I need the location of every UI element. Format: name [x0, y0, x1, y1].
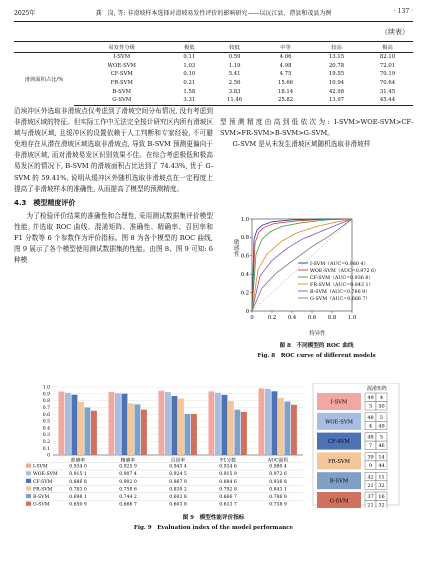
- series-legend-swatch: [26, 494, 31, 498]
- cm-cell-value: 49: [367, 395, 374, 402]
- table-cell-value: 0.603 8: [169, 495, 187, 500]
- table-cell: B-SVM: [112, 88, 132, 95]
- cm-cell-value: 44: [378, 462, 385, 469]
- cm-cell-value: 21: [367, 502, 374, 508]
- bar-y-tick-label: 0.8: [42, 399, 50, 405]
- roc-x-tick-label: 0.4: [287, 315, 297, 321]
- table-row: [14, 96, 413, 105]
- table-cell-value: 0.633 7: [219, 502, 237, 508]
- cm-model-label: I-SVM: [330, 399, 348, 406]
- table-cell-value: 0.943 4: [169, 464, 187, 470]
- table-cell: 42.98: [328, 88, 345, 95]
- table-cell-value: 0.915 9: [219, 472, 237, 478]
- roc-y-tick-label: 0.8: [240, 235, 249, 242]
- roc-chart: [230, 215, 405, 325]
- series-legend-label: FR-SVM: [33, 487, 53, 493]
- bar: [85, 408, 91, 455]
- table-cell: 82.10: [379, 54, 396, 61]
- cm-cell-value: 50: [378, 403, 385, 410]
- series-legend-label: WOE-SVM: [33, 472, 58, 478]
- table-cell-value: 0.886 8: [69, 479, 87, 485]
- cm-cell-value: 4: [379, 395, 384, 402]
- table-cell-value: 0.907 4: [119, 472, 137, 478]
- header-page-number: · 137 ·: [393, 8, 413, 15]
- roc-y-tick-label: 0: [245, 308, 249, 315]
- table-header-cell: 极高: [362, 42, 413, 53]
- table-cell-value: 0.786 9: [269, 495, 287, 500]
- table-cell: 18.14: [277, 88, 294, 95]
- roc-legend-entry: FR-SVM（AUC=0.843 1）: [310, 282, 374, 288]
- cm-model-label: WOE-SVM: [325, 419, 353, 426]
- table-cell-value: 0.666 7: [119, 502, 137, 508]
- bar: [91, 411, 97, 455]
- table-cell: 1.19: [228, 62, 241, 69]
- bar: [65, 393, 71, 455]
- roc-x-tick-label: 0.2: [267, 315, 277, 321]
- cm-panel-title: 混淆矩阵: [366, 386, 388, 392]
- cm-cell-value: 32: [378, 502, 385, 508]
- table-row: [14, 53, 413, 62]
- table-column-header: 召回率: [170, 458, 186, 464]
- fig9-caption-cn: 图 9 模型性能评价指标: [182, 515, 245, 521]
- table-cell: 13.97: [311, 96, 362, 105]
- table-cell: 0.10: [183, 71, 196, 78]
- roc-legend-entry: B-SVM（AUC=0.786 9）: [310, 289, 370, 295]
- table-cell-value: 0.934 0: [69, 464, 87, 470]
- bar: [165, 392, 171, 455]
- section-heading: 4.3 模型精度评价: [14, 198, 76, 207]
- table-cell: 0.59: [228, 54, 241, 61]
- bar-y-tick-label: 0: [47, 453, 50, 459]
- table-cell-value: 0.603 8: [169, 502, 187, 508]
- table-header-cell: [14, 42, 74, 53]
- table-cell-value: 0.830 2: [169, 487, 187, 493]
- table-column-header: 精确率: [120, 458, 136, 464]
- table-cell-value: 0.925 9: [119, 464, 137, 470]
- bar: [159, 391, 165, 455]
- table-cell: WOE-SVM: [107, 62, 136, 69]
- roc-y-tick-label: 0.6: [240, 253, 249, 260]
- cm-cell-value: 49: [378, 423, 385, 430]
- table-cell: 31.45: [379, 88, 396, 95]
- table-cell: 45.44: [362, 96, 413, 105]
- table-header-cell: 中等: [260, 42, 311, 53]
- body-paragraph: 型预测精度由高到低依次为: I-SVM>WOE-SVM>CF-SVM>FR-SVM>B-SVM>G-SVM。: [220, 118, 413, 138]
- cm-model-label: G-SVM: [329, 498, 349, 505]
- table-cell: 3.83: [228, 88, 241, 95]
- bar: [265, 389, 271, 455]
- bar: [78, 402, 84, 455]
- table-cell-value: 0.902 0: [119, 479, 137, 485]
- roc-y-axis-label: 敏感性: [234, 240, 240, 258]
- fig8-caption-cn: 图 8 不同模型的 ROC 曲线: [279, 343, 354, 349]
- fig8-caption-en: Fig. 8 ROC curve of different models: [257, 353, 376, 359]
- table-cell-value: 0.867 9: [169, 479, 187, 485]
- table-header-cell: 极低: [169, 42, 209, 53]
- cm-cell-value: 42: [367, 474, 374, 481]
- table-cell: 5.41: [228, 71, 241, 78]
- bar: [178, 399, 184, 455]
- bar-y-tick-label: 0.1: [42, 446, 50, 452]
- table-cell: I-SVM: [113, 54, 131, 61]
- roc-x-tick-label: 0.8: [327, 315, 337, 321]
- bar-y-tick-label: 0.2: [42, 440, 50, 445]
- continued-label: （续表）: [381, 28, 409, 36]
- series-legend-label: B-SVM: [33, 495, 50, 500]
- header-rule: [14, 21, 413, 22]
- fig9-caption-en: Fig. 9 Evaluation index of the model performance: [133, 525, 294, 531]
- table-cell: FR-SVM: [110, 80, 133, 87]
- bar: [215, 393, 221, 455]
- roc-x-tick-label: 1.0: [347, 315, 357, 321]
- series-legend-swatch: [26, 464, 31, 468]
- bar-y-tick-label: 0.5: [42, 419, 50, 425]
- table-cell: 70.19: [379, 71, 396, 78]
- cm-cell-value: 39: [367, 454, 374, 461]
- bar: [191, 414, 197, 455]
- cm-cell-value: 32: [378, 482, 385, 489]
- body-paragraph: 为了检验评价结果的准确性和合理性, 采用测试数据集评价模型性能, 并选取 ROC 曲线、混淆矩阵、准确性、精确率、召回率和 F1 分数等 6 个参数作为评价指标。图 8 为各个模型的 ROC 曲线, 图 9 展示了各个模型使用测试数据集的性能。由图 8、图 9 可知: 6 种模: [14, 211, 213, 265]
- roc-x-tick-label: 0: [250, 315, 254, 321]
- bar-y-tick-label: 0.3: [42, 433, 50, 439]
- bar: [141, 410, 147, 455]
- table-cell: 25.82: [260, 96, 311, 105]
- table-cell: 70.64: [379, 80, 396, 87]
- table-cell: CF-SVM: [110, 71, 133, 78]
- roc-legend-entry: I-SVM（AUC=0.980 4）: [310, 261, 369, 267]
- bar: [115, 393, 121, 455]
- bar: [185, 414, 191, 455]
- table-cell: 1.58: [183, 88, 196, 95]
- running-header: [14, 8, 413, 20]
- table-cell-value: 0.924 5: [169, 472, 187, 478]
- bar-y-tick-label: 1.0: [42, 385, 50, 391]
- table-cell: 72.01: [379, 62, 396, 69]
- bar: [209, 391, 215, 455]
- table-cell-value: 0.738 9: [269, 502, 287, 508]
- bar: [222, 395, 228, 455]
- table-cell-value: 0.936 8: [269, 479, 287, 485]
- cm-cell-value: 16: [378, 494, 385, 501]
- table-cell: 3.31: [169, 96, 209, 105]
- series-legend-label: I-SVM: [33, 464, 48, 470]
- bar: [228, 401, 234, 455]
- bar: [135, 404, 141, 455]
- cm-cell-value: 9: [368, 462, 373, 469]
- table-column-header: AUC面积: [267, 458, 289, 464]
- table-header-cell: 较高: [311, 42, 362, 53]
- cm-cell-value: 3: [368, 403, 373, 410]
- cm-cell-value: 5: [379, 414, 384, 421]
- table-cell-value: 0.843 1: [269, 487, 287, 493]
- cm-cell-value: 11: [378, 474, 385, 481]
- table-cell: 4.06: [279, 54, 292, 61]
- cm-cell-value: 4: [368, 423, 373, 430]
- table-cell-value: 0.792 8: [219, 487, 237, 493]
- cm-cell-value: 14: [378, 454, 385, 461]
- series-legend-label: CF-SVM: [33, 479, 53, 485]
- left-text-column: [14, 106, 213, 266]
- bar: [291, 405, 297, 455]
- row-group-label: 滑坡面积占比/%: [24, 77, 64, 84]
- bar: [272, 391, 278, 455]
- performance-bar-chart: [25, 383, 403, 508]
- cm-cell-value: 21: [367, 482, 374, 489]
- roc-x-tick-label: 0.6: [307, 315, 317, 321]
- series-legend-swatch: [26, 471, 31, 475]
- roc-legend-entry: G-SVM（AUC=0.666 7）: [310, 296, 371, 302]
- bar-y-tick-label: 0.6: [42, 412, 50, 418]
- table-column-header: 准确率: [70, 458, 86, 464]
- cm-model-label: FR-SVM: [328, 458, 350, 465]
- table-header-cell: 易发性分级: [74, 42, 169, 53]
- bar: [72, 395, 78, 455]
- bar: [122, 394, 128, 455]
- table-cell-value: 0.980 4: [269, 464, 287, 470]
- table-cell-value: 0.666 7: [219, 495, 237, 500]
- table-cell: 11.46: [209, 96, 260, 105]
- bar: [235, 410, 241, 455]
- roc-legend-entry: CF-SVM（AUC=0.936 8）: [310, 275, 374, 281]
- bar: [259, 388, 265, 455]
- table-cell-value: 0.744 2: [119, 495, 137, 500]
- table-header-row: [14, 42, 413, 53]
- bar: [241, 412, 247, 455]
- cm-cell-value: 7: [368, 443, 373, 450]
- bar: [285, 401, 291, 455]
- bar-y-tick-label: 0.7: [42, 406, 50, 411]
- cm-cell-value: 46: [378, 443, 385, 450]
- table-cell: 13.15: [328, 54, 345, 61]
- table-cell-value: 0.698 1: [69, 495, 87, 500]
- right-text-column: [220, 117, 413, 150]
- roc-y-tick-label: 0.4: [240, 272, 249, 278]
- series-legend-swatch: [26, 479, 31, 483]
- series-legend-swatch: [26, 486, 31, 490]
- table-cell: G-SVM: [74, 96, 169, 105]
- table-cell: 10.94: [328, 80, 345, 87]
- table-cell: 0.11: [183, 54, 196, 61]
- cm-model-label: CF-SVM: [328, 439, 350, 446]
- body-paragraph: 沿埃冲区外选取非滑坡点仅考虑到了滑坡空间分布情况, 没有考虑到非滑坡区域的特征。但实际工作中无法完全按计研究区内所有滑坡区域与滑坡区域, 且缓冲区的设置依赖于人工判断和专家经验, 不可避免地存在从潜在滑坡区域选取非滑坡点, 导致 B-SVM 预测更偏向于非滑坡区域, 而对滑坡易发区识别效果不佳。在综合考虑极低和极高易发区的情况下, B-SVM 的滑坡面积占比达到了 74.43%, 优于 G-SVM 的 59.41%, 说明从缓冲区外随机选取非滑坡点在一定程度上提高了非滑坡样本的准确性, 从而提高了模型的预测精度。: [14, 107, 213, 193]
- bar: [128, 403, 134, 455]
- bar: [278, 398, 284, 455]
- table-column-header: F1分数: [220, 458, 236, 464]
- table-row: [14, 62, 413, 71]
- table-cell: 4.75: [279, 71, 292, 78]
- table-cell: 1.03: [183, 62, 196, 69]
- roc-x-axis-label: 特异性: [309, 331, 326, 337]
- roc-y-tick-label: 1.0: [240, 216, 249, 223]
- table-header-cell: 较低: [209, 42, 260, 53]
- table-row: [14, 70, 413, 79]
- table-cell: 15.66: [277, 80, 294, 87]
- table-cell: 2.56: [228, 80, 241, 87]
- susceptibility-table: [14, 41, 413, 106]
- table-cell: 4.98: [279, 62, 292, 69]
- table-row: [14, 87, 413, 96]
- table-cell: 20.78: [328, 62, 345, 69]
- series-legend-swatch: [26, 502, 31, 506]
- table-cell-value: 0.915 1: [69, 472, 87, 478]
- table-cell-value: 0.758 6: [119, 487, 137, 493]
- bar-y-tick-label: 0.4: [42, 426, 50, 432]
- header-year: 2025年: [14, 10, 36, 17]
- body-paragraph: G-SVM 是从未发生滑坡区域随机选取非滑坡样: [232, 140, 371, 149]
- roc-y-tick-label: 0.2: [240, 290, 249, 297]
- cm-cell-value: 48: [367, 434, 374, 441]
- bar: [59, 391, 65, 455]
- cm-cell-value: 48: [367, 414, 374, 421]
- cm-model-label: B-SVM: [329, 478, 349, 485]
- table-cell: 0.21: [183, 80, 196, 87]
- table-cell-value: 0.783 0: [69, 487, 87, 493]
- series-legend-label: G-SVM: [33, 502, 50, 508]
- bar: [109, 392, 115, 455]
- cm-cell-value: 37: [367, 494, 374, 501]
- bar: [172, 396, 178, 455]
- roc-legend-entry: WOE-SVM（AUC=0.972 6）: [310, 268, 379, 274]
- table-cell: 19.55: [328, 71, 345, 78]
- table-cell-value: 0.650 9: [69, 502, 87, 508]
- header-title: 龚 岗, 等: 非滑坡样本选择对滑坡易发性评价的影响研究——以沅江县、澧县和茂县为例: [95, 10, 332, 17]
- cm-cell-value: 5: [379, 434, 384, 441]
- table-cell-value: 0.934 6: [219, 464, 237, 470]
- table-row: [14, 79, 413, 88]
- table-cell-value: 0.884 6: [219, 479, 237, 485]
- bar-y-tick-label: 0.9: [42, 392, 50, 398]
- table-cell-value: 0.972 6: [269, 472, 287, 478]
